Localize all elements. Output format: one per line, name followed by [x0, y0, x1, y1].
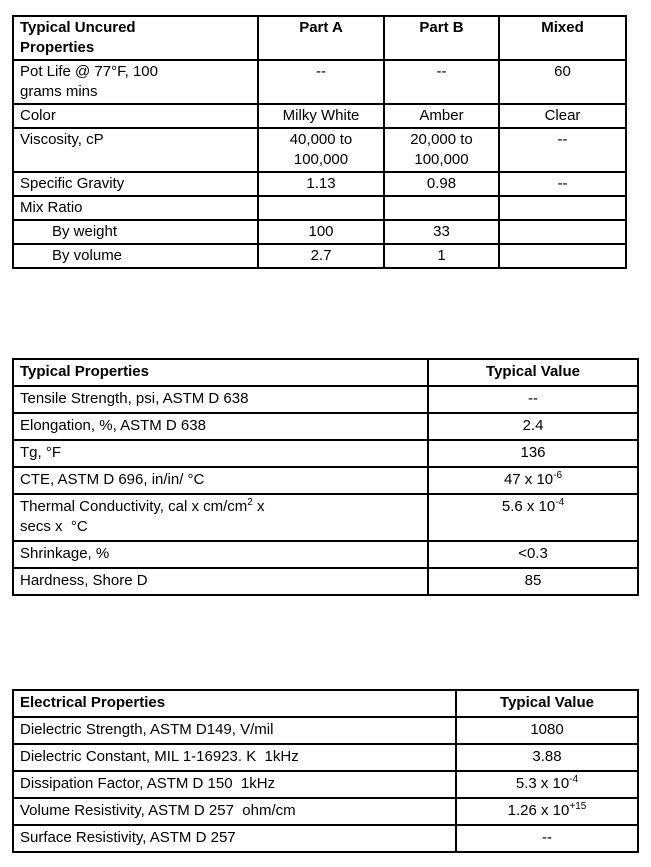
value-cell: [456, 771, 638, 798]
table-row: [13, 172, 626, 196]
property-cell: [13, 467, 428, 494]
table-row: [13, 104, 626, 128]
cell-text: grams mins: [20, 83, 98, 100]
column-header-0: [13, 16, 258, 60]
electrical-properties-table: [12, 689, 639, 853]
table-row: [13, 467, 638, 494]
value-cell: [384, 128, 499, 172]
property-cell: [13, 128, 258, 172]
cell-text: secs x °C: [20, 518, 88, 535]
cell-text: 1.13: [306, 175, 336, 192]
property-cell: [13, 220, 258, 244]
superscript-text: -4: [555, 497, 565, 508]
superscript-text: -6: [553, 470, 563, 481]
value-cell: [258, 196, 384, 220]
column-header-0: [13, 359, 428, 386]
cell-text: Mixed: [541, 19, 584, 36]
cell-text: 1080: [530, 721, 564, 738]
property-cell: [13, 798, 456, 825]
column-header-3: [499, 16, 626, 60]
header-row: [13, 690, 638, 717]
superscript-text: -4: [569, 774, 579, 785]
value-cell: [456, 825, 638, 852]
cell-text: 47 x 10: [503, 471, 554, 488]
header-row: [13, 16, 626, 60]
cell-text: Typical Value: [500, 694, 594, 711]
property-cell: [13, 104, 258, 128]
table-row: [13, 386, 638, 413]
cell-text: Typical Value: [486, 363, 580, 380]
table-row: [13, 825, 638, 852]
property-cell: [13, 568, 428, 595]
value-cell: [428, 440, 638, 467]
cell-text: 20,000 to: [410, 131, 473, 148]
superscript-text: 2: [247, 497, 253, 508]
cell-text: Electrical Properties: [20, 694, 166, 711]
cell-text: x: [252, 498, 265, 515]
table-row: [13, 568, 638, 595]
value-cell: [384, 60, 499, 104]
column-header-1: [258, 16, 384, 60]
cell-text: Part B: [419, 19, 464, 36]
table-row: [13, 413, 638, 440]
column-header-1: [456, 690, 638, 717]
cell-text: 0.98: [426, 175, 457, 192]
cell-text: Typical Uncured: [20, 19, 136, 36]
value-cell: [258, 60, 384, 104]
value-cell: [456, 744, 638, 771]
cell-text: Color: [20, 107, 56, 124]
value-cell: [384, 172, 499, 196]
column-header-1: [428, 359, 638, 386]
cell-text: By volume: [52, 247, 123, 264]
cell-text: 2.7: [310, 247, 332, 264]
cell-text: Elongation, %, ASTM D 638: [20, 417, 206, 434]
property-cell: [13, 771, 456, 798]
cell-text: --: [528, 390, 538, 407]
cell-text: 85: [524, 572, 542, 589]
value-cell: [499, 244, 626, 268]
cell-text: <0.3: [518, 545, 548, 562]
value-cell: [384, 196, 499, 220]
cell-text: --: [316, 63, 326, 80]
cell-text: By weight: [52, 223, 118, 240]
cell-text: Clear: [544, 107, 581, 124]
cell-text: 5.6 x 10: [501, 498, 556, 515]
cell-text: --: [557, 175, 568, 192]
property-cell: [13, 413, 428, 440]
table-row: [13, 244, 626, 268]
table-row: [13, 494, 638, 541]
value-cell: [499, 104, 626, 128]
property-cell: [13, 717, 456, 744]
cell-text: Dielectric Constant, MIL 1-16923. K 1kHz: [20, 748, 299, 765]
cell-text: 5.3 x 10: [515, 775, 570, 792]
cell-text: Dissipation Factor, ASTM D 150 1kHz: [20, 775, 276, 792]
property-cell: [13, 172, 258, 196]
cell-text: Volume Resistivity, ASTM D 257 ohm/cm: [20, 802, 296, 819]
cell-text: Milky White: [282, 107, 360, 124]
cell-text: 100: [308, 223, 334, 240]
cell-text: --: [557, 131, 568, 148]
cell-text: Thermal Conductivity, cal x cm/cm: [20, 498, 248, 515]
cell-text: Properties: [20, 39, 95, 56]
header-row: [13, 359, 638, 386]
cell-text: Dielectric Strength, ASTM D149, V/mil: [20, 721, 274, 738]
column-header-0: [13, 690, 456, 717]
cell-text: Mix Ratio: [20, 199, 83, 216]
value-cell: [499, 220, 626, 244]
cell-text: 60: [554, 63, 571, 80]
table-row: [13, 220, 626, 244]
cell-text: 100,000: [293, 151, 349, 168]
value-cell: [428, 568, 638, 595]
value-cell: [428, 386, 638, 413]
value-cell: [456, 798, 638, 825]
cell-text: Tg, °F: [20, 444, 62, 461]
cell-text: Shrinkage, %: [20, 545, 110, 562]
property-cell: [13, 386, 428, 413]
typical-properties-table: [12, 358, 639, 596]
value-cell: [428, 494, 638, 541]
cell-text: Viscosity, cP: [20, 131, 104, 148]
value-cell: [428, 541, 638, 568]
property-cell: [13, 440, 428, 467]
table-row: [13, 128, 626, 172]
value-cell: [258, 244, 384, 268]
value-cell: [456, 717, 638, 744]
table-row: [13, 196, 626, 220]
cell-text: Amber: [419, 107, 464, 124]
cell-text: Specific Gravity: [20, 175, 125, 192]
cell-text: 136: [520, 444, 546, 461]
cell-text: --: [542, 829, 552, 846]
property-cell: [13, 196, 258, 220]
table-row: [13, 717, 638, 744]
value-cell: [384, 104, 499, 128]
cell-text: CTE, ASTM D 696, in/in/ °C: [20, 471, 205, 488]
cell-text: 1.26 x 10: [507, 802, 570, 819]
property-cell: [13, 825, 456, 852]
table-row: [13, 798, 638, 825]
cell-text: 33: [433, 223, 450, 240]
value-cell: [428, 413, 638, 440]
cell-text: Surface Resistivity, ASTM D 257: [20, 829, 236, 846]
value-cell: [499, 60, 626, 104]
cell-text: Part A: [299, 19, 343, 36]
value-cell: [258, 172, 384, 196]
table-row: [13, 771, 638, 798]
cell-text: 1: [437, 247, 446, 264]
value-cell: [258, 220, 384, 244]
cell-text: --: [436, 63, 447, 80]
property-cell: [13, 244, 258, 268]
cell-text: 100,000: [414, 151, 469, 168]
table-row: [13, 60, 626, 104]
column-header-2: [384, 16, 499, 60]
table-row: [13, 541, 638, 568]
property-cell: [13, 541, 428, 568]
cell-text: Pot Life @ 77°F, 100: [20, 63, 158, 80]
cell-text: Typical Properties: [20, 363, 149, 380]
cell-text: 3.88: [532, 748, 562, 765]
property-cell: [13, 494, 428, 541]
cell-text: 2.4: [522, 417, 544, 434]
cell-text: Tensile Strength, psi, ASTM D 638: [20, 390, 249, 407]
uncured-properties-table: [12, 15, 627, 269]
value-cell: [499, 196, 626, 220]
value-cell: [499, 128, 626, 172]
cell-text: 40,000 to: [289, 131, 353, 148]
superscript-text: +15: [569, 801, 587, 812]
value-cell: [384, 244, 499, 268]
value-cell: [384, 220, 499, 244]
value-cell: [258, 128, 384, 172]
property-cell: [13, 60, 258, 104]
value-cell: [428, 467, 638, 494]
table-row: [13, 744, 638, 771]
property-cell: [13, 744, 456, 771]
value-cell: [499, 172, 626, 196]
cell-text: Hardness, Shore D: [20, 572, 148, 589]
table-row: [13, 440, 638, 467]
value-cell: [258, 104, 384, 128]
